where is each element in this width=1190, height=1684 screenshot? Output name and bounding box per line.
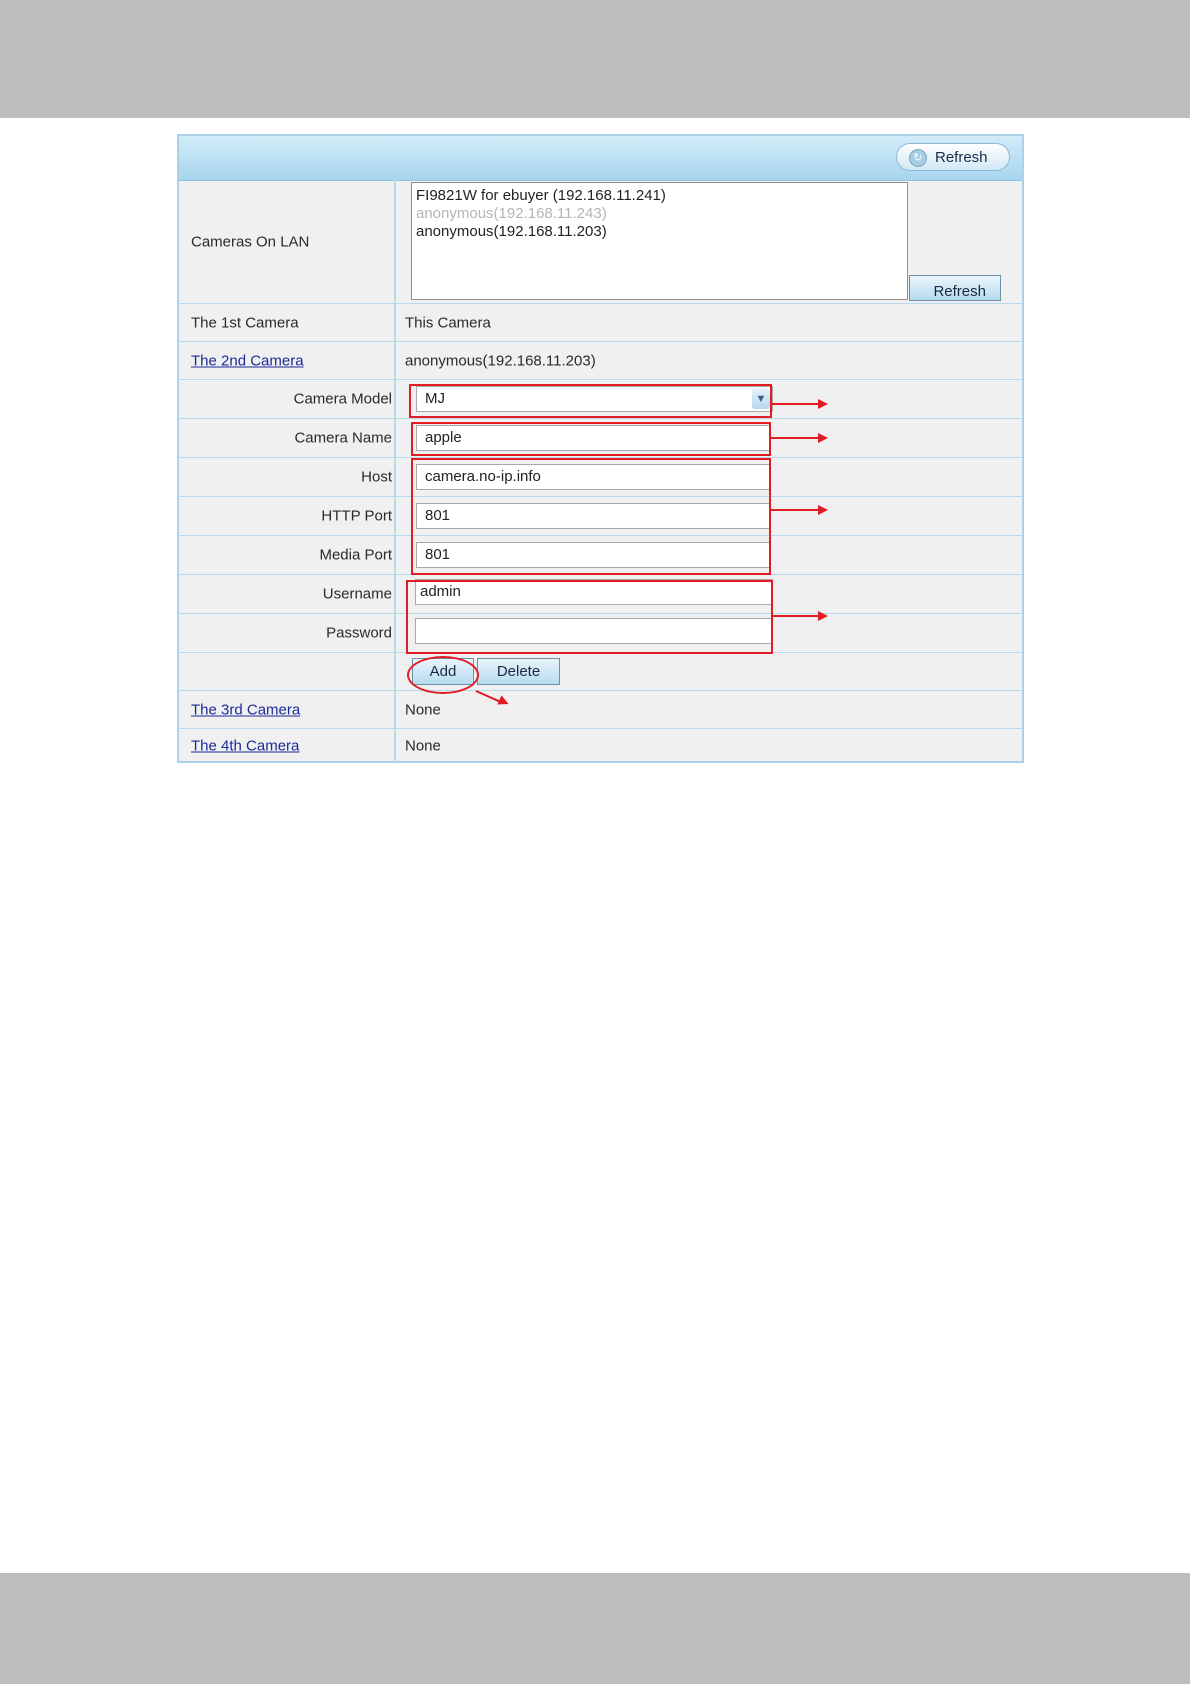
fourth-camera-row <box>179 729 1022 763</box>
http-port-label: HTTP Port <box>321 507 392 525</box>
panel-header <box>179 136 1022 181</box>
camera-model-row <box>179 380 1022 419</box>
fourth-camera-label-cell <box>179 729 396 763</box>
delete-button-label: Delete <box>496 663 541 680</box>
media-port-value: 801 <box>425 546 451 563</box>
camera-name-row <box>179 419 1022 458</box>
chevron-down-icon[interactable]: ▼ <box>752 389 770 409</box>
host-row <box>179 458 1022 497</box>
username-label-cell <box>179 575 396 613</box>
third-camera-row <box>179 691 1022 729</box>
second-camera-value: anonymous(192.168.11.203) <box>405 352 596 369</box>
http-port-label-cell <box>179 497 396 535</box>
add-button-label: Add <box>429 663 457 680</box>
host-input[interactable] <box>416 464 770 490</box>
second-camera-row <box>179 342 1022 380</box>
media-port-row <box>179 536 1022 575</box>
camera-name-value: apple <box>425 429 462 446</box>
host-label: Host <box>361 468 392 486</box>
username-row <box>179 575 1022 614</box>
http-port-input[interactable] <box>416 503 770 529</box>
camera-name-label: Camera Name <box>294 429 392 447</box>
add-button[interactable] <box>412 658 474 685</box>
fourth-camera-value: None <box>405 737 441 755</box>
http-port-value: 801 <box>425 507 451 524</box>
lan-camera-item[interactable]: anonymous(192.168.11.203) <box>416 223 607 240</box>
username-label: Username <box>322 585 392 603</box>
camera-name-input[interactable] <box>416 425 770 451</box>
third-camera-link[interactable]: The 3rd Camera <box>191 701 301 718</box>
cameras-on-lan-label: Cameras On LAN <box>191 233 310 250</box>
lan-camera-item[interactable]: FI9821W for ebuyer (192.168.11.241) <box>416 187 666 204</box>
password-label-cell <box>179 614 396 652</box>
first-camera-value: This Camera <box>405 314 491 331</box>
second-camera-link[interactable]: The 2nd Camera <box>191 352 304 369</box>
host-value: camera.no-ip.info <box>425 468 541 485</box>
cameras-on-lan-label-cell <box>179 180 396 303</box>
first-camera-row <box>179 304 1022 342</box>
camera-model-select[interactable] <box>416 386 773 412</box>
header-refresh-button[interactable] <box>896 143 1010 171</box>
header-refresh-label: Refresh <box>935 149 988 166</box>
bottom-gray-band <box>0 1573 1190 1684</box>
media-port-label-cell <box>179 536 396 574</box>
first-camera-label: The 1st Camera <box>191 314 299 331</box>
first-camera-label-cell <box>179 304 396 341</box>
top-gray-band <box>0 0 1190 118</box>
actions-row <box>179 653 1022 691</box>
third-camera-value: None <box>405 701 441 718</box>
camera-model-label: Camera Model <box>293 390 392 408</box>
camera-model-label-cell <box>179 380 396 418</box>
camera-name-label-cell <box>179 419 396 457</box>
username-value: admin <box>420 583 461 600</box>
host-label-cell <box>179 458 396 496</box>
actions-label-cell <box>179 653 396 690</box>
lan-camera-list[interactable] <box>411 182 908 300</box>
password-row <box>179 614 1022 653</box>
username-input[interactable] <box>415 579 773 605</box>
refresh-icon: ↻ <box>909 149 927 167</box>
multi-device-panel <box>177 134 1024 763</box>
lan-refresh-button[interactable] <box>909 275 1001 301</box>
lan-refresh-label: Refresh <box>933 283 986 300</box>
password-input[interactable] <box>415 618 773 644</box>
password-label: Password <box>326 624 392 642</box>
third-camera-label-cell <box>179 691 396 728</box>
http-port-row <box>179 497 1022 536</box>
fourth-camera-link[interactable]: The 4th Camera <box>191 737 300 755</box>
media-port-input[interactable] <box>416 542 770 568</box>
media-port-label: Media Port <box>319 546 392 564</box>
delete-button[interactable] <box>477 658 560 685</box>
second-camera-label-cell <box>179 342 396 379</box>
camera-model-value: MJ <box>425 390 445 407</box>
cameras-on-lan-row <box>179 180 1022 304</box>
lan-camera-item-disabled: anonymous(192.168.11.243) <box>416 205 607 222</box>
